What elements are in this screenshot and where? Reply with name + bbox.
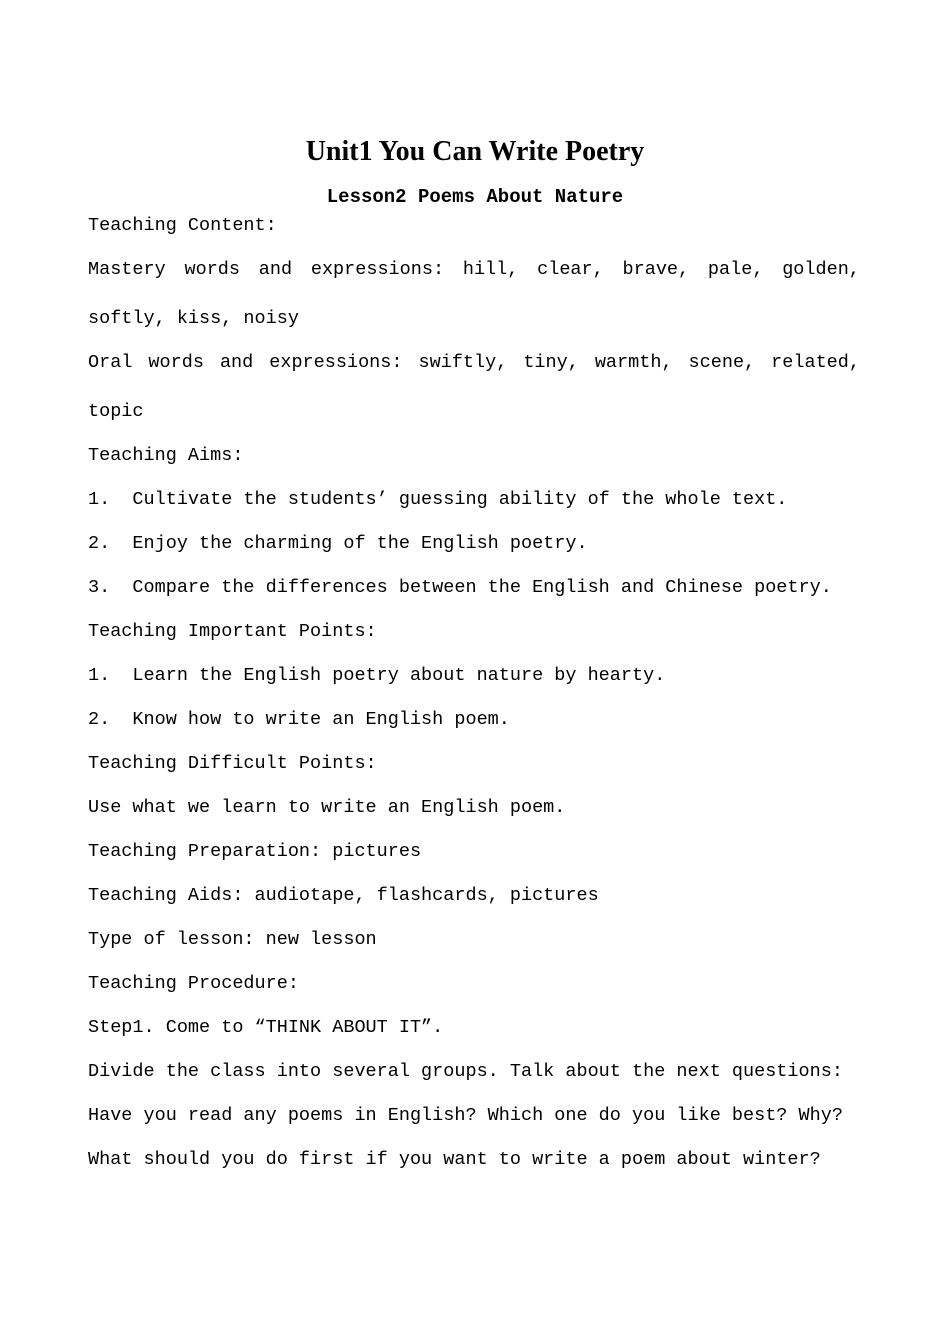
teaching-preparation: Teaching Preparation: pictures xyxy=(88,841,422,862)
oral-word: warmth, xyxy=(594,352,673,373)
teaching-aids: Teaching Aids: audiotape, flashcards, pictures xyxy=(88,885,599,906)
important-point-item: 2. Know how to write an English poem. xyxy=(88,709,510,730)
oral-word: related, xyxy=(771,352,860,373)
teaching-content-heading: Teaching Content: xyxy=(88,215,277,236)
difficult-points-heading: Teaching Difficult Points: xyxy=(88,753,377,774)
mastery-word: words xyxy=(184,259,240,280)
oral-word: tiny, xyxy=(523,352,579,373)
oral-word: Oral xyxy=(88,352,133,373)
mastery-word: pale, xyxy=(707,259,764,280)
difficult-point-text: Use what we learn to write an English poem. xyxy=(88,797,566,818)
teaching-procedure-heading: Teaching Procedure: xyxy=(88,973,299,994)
divide-class-text: Divide the class into several groups. Talk about the next questions: xyxy=(88,1061,843,1082)
oral-word: words xyxy=(148,352,204,373)
mastery-word: brave, xyxy=(622,259,690,280)
mastery-word: golden, xyxy=(782,259,860,280)
teaching-aims-heading: Teaching Aims: xyxy=(88,445,244,466)
lesson-type: Type of lesson: new lesson xyxy=(88,929,377,950)
aim-item: 3. Compare the differences between the English and Chinese poetry. xyxy=(88,577,832,598)
aim-item: 1. Cultivate the students’ guessing ability of the whole text. xyxy=(88,489,788,510)
mastery-word: hill, xyxy=(462,259,519,280)
oral-word: scene, xyxy=(688,352,756,373)
question-line: What should you do first if you want to write a poem about winter? xyxy=(88,1149,821,1170)
document-subtitle: Lesson2 Poems About Nature xyxy=(326,186,624,208)
document-title: Unit1 You Can Write Poetry xyxy=(305,136,645,167)
oral-words-continued: topic xyxy=(88,401,144,422)
oral-word: swiftly, xyxy=(418,352,508,373)
important-points-heading: Teaching Important Points: xyxy=(88,621,377,642)
mastery-word: and xyxy=(258,259,293,280)
aim-item: 2. Enjoy the charming of the English poetry. xyxy=(88,533,588,554)
mastery-word: expressions: xyxy=(310,259,445,280)
mastery-words-line xyxy=(88,257,860,283)
mastery-word: Mastery xyxy=(88,259,166,280)
mastery-words-continued: softly, kiss, noisy xyxy=(88,308,299,329)
oral-word: and xyxy=(219,352,254,373)
step1-heading: Step1. Come to “THINK ABOUT IT”. xyxy=(88,1017,444,1038)
oral-word: expressions: xyxy=(269,352,403,373)
mastery-word: clear, xyxy=(537,259,604,280)
question-line: Have you read any poems in English? Which one do you like best? Why? xyxy=(88,1105,843,1126)
important-point-item: 1. Learn the English poetry about nature by hearty. xyxy=(88,665,666,686)
oral-words-line xyxy=(88,350,860,376)
